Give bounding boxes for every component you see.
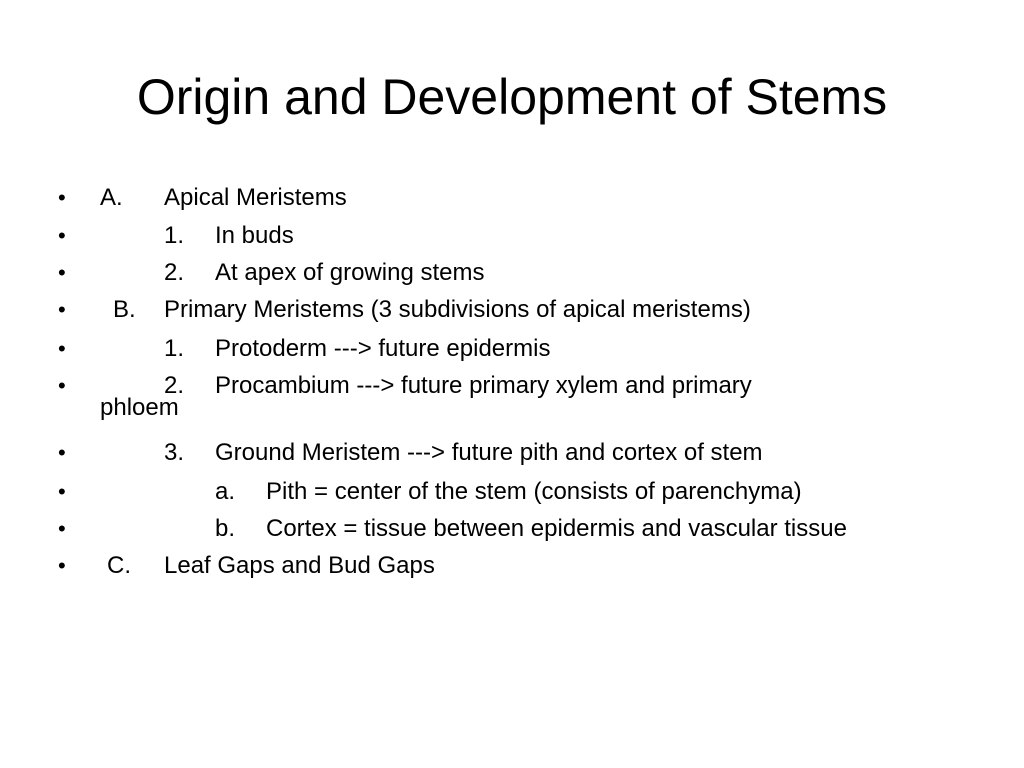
bullet-marker: 3. xyxy=(164,439,185,466)
bullet-icon: • xyxy=(58,479,66,504)
bullet-marker: b. xyxy=(215,515,236,542)
bullet-text: Protoderm ---> future epidermis xyxy=(215,335,551,362)
bullet-marker: 1. xyxy=(164,335,185,362)
bullet-icon: • xyxy=(58,260,66,285)
bullet-icon: • xyxy=(58,553,66,578)
bullet-text: Leaf Gaps and Bud Gaps xyxy=(164,552,435,579)
bullet-icon: • xyxy=(58,223,66,248)
bullet-icon: • xyxy=(58,373,66,398)
bullet-icon: • xyxy=(58,185,66,210)
bullet-icon: • xyxy=(58,516,66,541)
slide-title: Origin and Development of Stems xyxy=(136,69,888,125)
bullet-marker: A. xyxy=(100,184,123,211)
bullet-icon: • xyxy=(58,336,66,361)
bullet-text-continuation: phloem xyxy=(100,394,179,421)
bullet-text: Apical Meristems xyxy=(164,184,347,211)
bullet-marker: B. xyxy=(113,296,136,323)
bullet-text: At apex of growing stems xyxy=(215,259,485,286)
bullet-text: Primary Meristems (3 subdivisions of apical meristems) xyxy=(164,296,751,323)
bullet-text: Procambium ---> future primary xylem and primary xyxy=(215,372,752,399)
bullet-text: Pith = center of the stem (consists of parenchyma) xyxy=(266,478,802,505)
bullet-marker: 1. xyxy=(164,222,185,249)
bullet-marker: 2. xyxy=(164,372,185,399)
bullet-marker: 2. xyxy=(164,259,185,286)
bullet-text: Ground Meristem ---> future pith and cortex of stem xyxy=(215,439,763,466)
bullet-icon: • xyxy=(58,440,66,465)
bullet-text: Cortex = tissue between epidermis and vascular tissue xyxy=(266,515,847,542)
bullet-text: In buds xyxy=(215,222,294,249)
bullet-marker: C. xyxy=(107,552,131,579)
bullet-marker: a. xyxy=(215,478,236,505)
bullet-icon: • xyxy=(58,297,66,322)
